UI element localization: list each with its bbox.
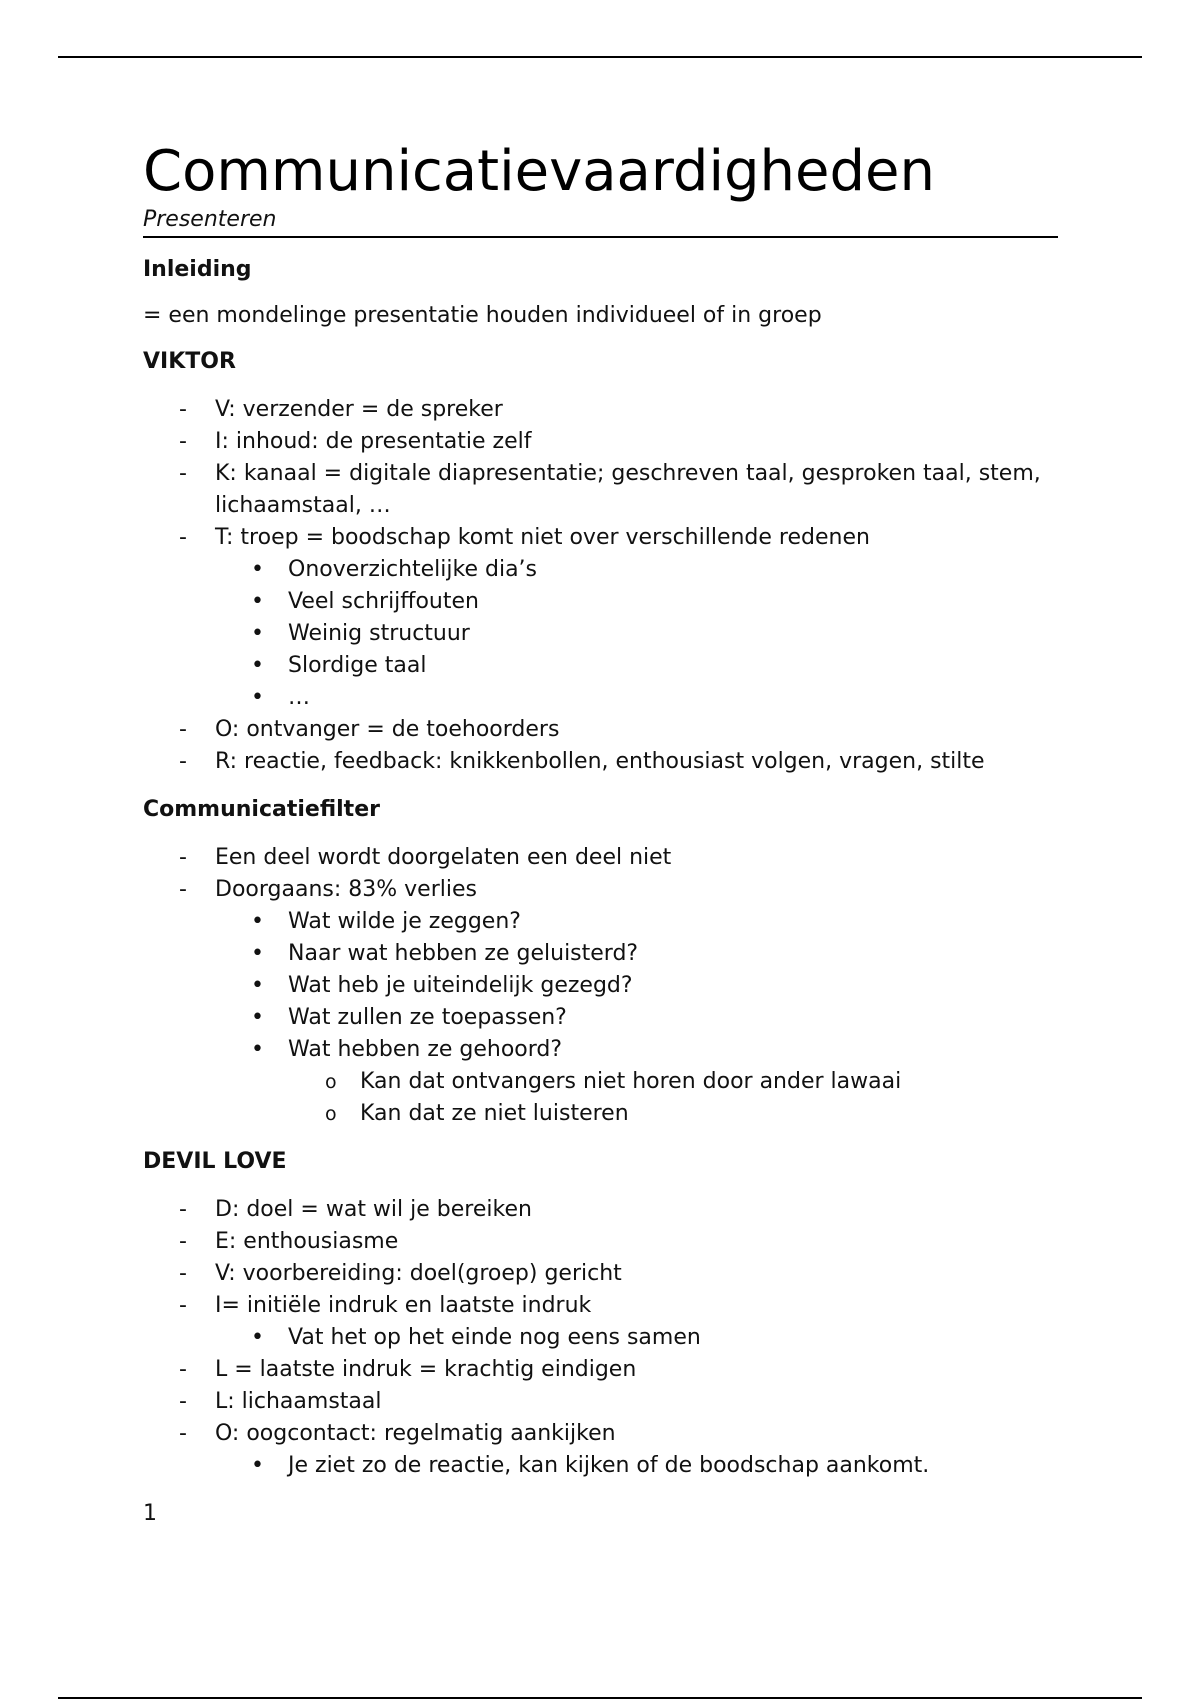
list-item: o Kan dat ze niet luisteren (143, 1098, 1058, 1130)
list-item: • Veel schrijffouten (143, 586, 1058, 618)
document-title: Communicatievaardigheden (143, 139, 935, 204)
list-item: - I: inhoud: de presentatie zelf (143, 426, 1058, 458)
heading-viktor: VIKTOR (143, 349, 236, 374)
filter-list (143, 842, 1058, 1130)
heading-devil-love: DEVIL LOVE (143, 1149, 287, 1174)
viktor-list (143, 394, 1058, 778)
list-item: • … (143, 682, 1058, 714)
page-number: 1 (143, 1501, 157, 1526)
list-item: - O: oogcontact: regelmatig aankijken (143, 1418, 1058, 1450)
heading-inleiding: Inleiding (143, 257, 252, 282)
list-item: • Slordige taal (143, 650, 1058, 682)
list-item: • Wat heb je uiteindelijk gezegd? (143, 970, 1058, 1002)
list-item: - Doorgaans: 83% verlies (143, 874, 1058, 906)
list-item: - V: verzender = de spreker (143, 394, 1058, 426)
list-item: - L: lichaamstaal (143, 1386, 1058, 1418)
list-item: - O: ontvanger = de toehoorders (143, 714, 1058, 746)
list-item: • Wat zullen ze toepassen? (143, 1002, 1058, 1034)
document-subtitle: Presenteren (143, 206, 1058, 238)
list-item: - D: doel = wat wil je bereiken (143, 1194, 1058, 1226)
list-item: - L = laatste indruk = krachtig eindigen (143, 1354, 1058, 1386)
list-item: - K: kanaal = digitale diapresentatie; geschreven taal, gesproken taal, stem, lichaamstaal, … (143, 458, 1058, 522)
list-item: - E: enthousiasme (143, 1226, 1058, 1258)
page-bottom-rule (58, 1697, 1142, 1699)
page-top-rule (58, 56, 1142, 58)
list-item: - T: troep = boodschap komt niet over verschillende redenen (143, 522, 1058, 554)
devil-love-list (143, 1194, 1058, 1482)
document-body (143, 140, 1058, 1528)
list-item: - V: voorbereiding: doel(groep) gericht (143, 1258, 1058, 1290)
list-item: - R: reactie, feedback: knikkenbollen, enthousiast volgen, vragen, stilte (143, 746, 1058, 778)
list-item: • Wat wilde je zeggen? (143, 906, 1058, 938)
list-item: • Vat het op het einde nog eens samen (143, 1322, 1058, 1354)
list-item: • Je ziet zo de reactie, kan kijken of de boodschap aankomt. (143, 1450, 1058, 1482)
list-item: - I= initiële indruk en laatste indruk (143, 1290, 1058, 1322)
list-item: • Onoverzichtelijke dia’s (143, 554, 1058, 586)
list-item: • Naar wat hebben ze geluisterd? (143, 938, 1058, 970)
list-item: - Een deel wordt doorgelaten een deel niet (143, 842, 1058, 874)
heading-communicatiefilter: Communicatiefilter (143, 797, 380, 822)
list-item: • Weinig structuur (143, 618, 1058, 650)
list-item: • Wat hebben ze gehoord? (143, 1034, 1058, 1066)
inleiding-text: = een mondelinge presentatie houden individueel of in groep (143, 303, 822, 328)
list-item: o Kan dat ontvangers niet horen door ander lawaai (143, 1066, 1058, 1098)
